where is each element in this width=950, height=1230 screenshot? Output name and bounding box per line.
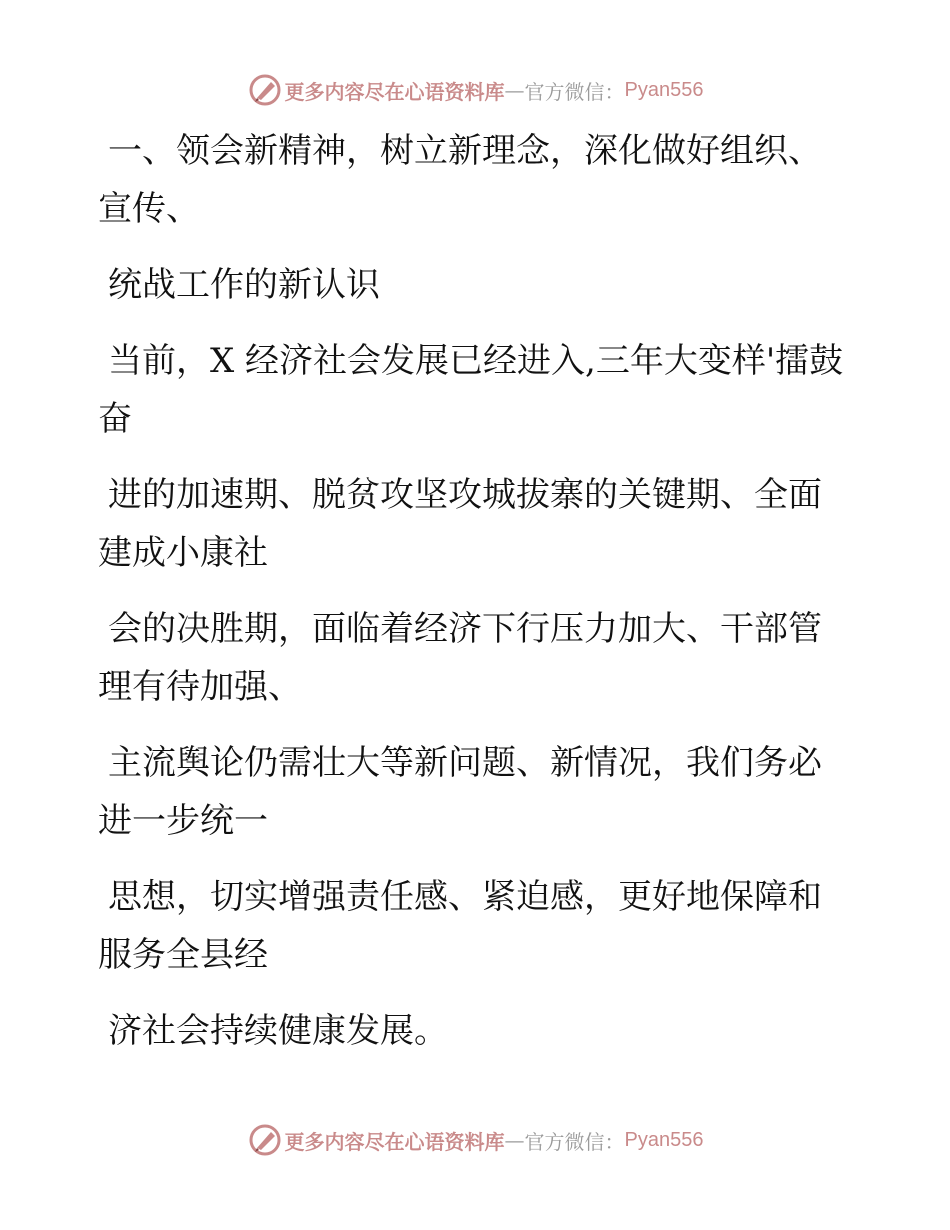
banner-wechat-id: Pyan556 <box>624 78 704 101</box>
text-line: 当前，X 经济社会发展已经进入,三年大变样'擂鼓 <box>108 341 844 381</box>
header-watermark-banner <box>0 70 950 110</box>
pen-logo-icon <box>247 1122 283 1158</box>
banner-site-text: 更多内容尽在心语资料库 <box>284 79 505 104</box>
banner-separator: — <box>504 78 525 102</box>
banner-wechat-id: Pyan556 <box>624 1128 704 1151</box>
text-line: 思想，切实增强责任感、紧迫感，更好地保障和 <box>108 877 822 917</box>
text-line: 一、领会新精神，树立新理念，深化做好组织、 <box>108 131 822 171</box>
text-line: 理有待加强、 <box>98 667 302 707</box>
text-line: 服务全县经 <box>98 935 268 975</box>
text-line: 进一步统一 <box>98 801 268 841</box>
text-line: 会的决胜期，面临着经济下行压力加大、干部管 <box>108 609 822 649</box>
banner-site-text: 更多内容尽在心语资料库 <box>284 1129 505 1154</box>
text-line: 建成小康社 <box>98 533 268 573</box>
banner-wechat-label: 官方微信： <box>524 1129 625 1154</box>
banner-wechat-label: 官方微信： <box>524 79 625 104</box>
text-line: 主流舆论仍需壮大等新问题、新情况，我们务必 <box>108 743 822 783</box>
text-line: 奋 <box>98 399 132 439</box>
banner-separator: — <box>504 1128 525 1152</box>
text-line: 统战工作的新认识 <box>108 265 380 305</box>
text-line: 济社会持续健康发展。 <box>108 1011 448 1051</box>
text-line: 进的加速期、脱贫攻坚攻城拔寨的关键期、全面 <box>108 475 822 515</box>
footer-watermark-banner <box>0 1120 950 1160</box>
pen-logo-icon <box>247 72 283 108</box>
text-line: 宣传、 <box>98 189 200 229</box>
document-body <box>98 122 898 1060</box>
